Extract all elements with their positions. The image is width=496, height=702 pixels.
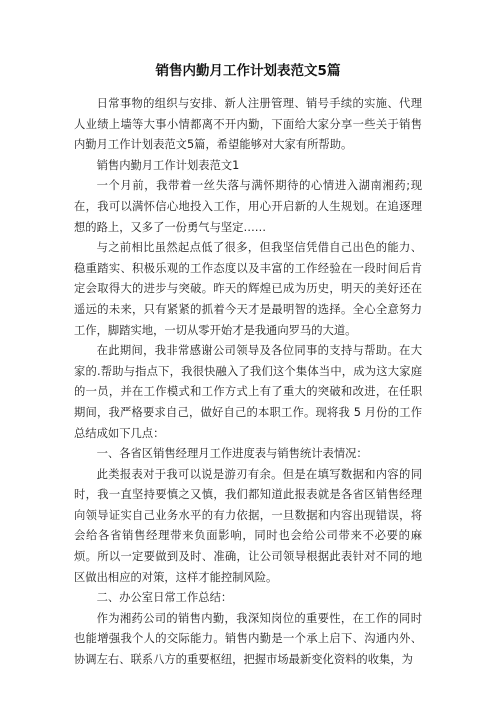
section-title: 销售内勤月工作计划表范文1 <box>96 158 240 172</box>
heading-1: 一、各省区销售经理月工作进度表与销售统计表情况： <box>96 447 368 461</box>
paragraph-5: 作为湘药公司的销售内勤，我深知岗位的重要性，在工作的同时也能增强我个人的交际能力。销售内勤是一个承上启下、沟通内外、协调左右、联系八方的重要枢纽，把握市场最新变化资料的收集，为 <box>74 611 422 667</box>
paragraph-3: 在此期间，我非常感谢公司领导及各位同事的支持与帮助。在大家的.帮助与指点下，我很快融入了我们这个集体当中，成为这大家庭的一员，并在工作模式和工作方式上有了重大的突破和改进，在任职期间，我严格要求自己，做好自己的本职工作。现将我 5 月份的工作总结成如下几点： <box>74 344 422 440</box>
paragraph-2: 与之前相比虽然起点低了很多，但我坚信凭借自己出色的能力、稳重踏实、积极乐观的工作态度以及丰富的工作经验在一段时间后肯定会取得大的进步与突破。昨天的辉煌已成为历史，明天的美好还在遥远的未来，只有紧紧的抓着今天才是最明智的选择。全心全意努力工作，脚踏实地，一切从零开始才是我通向罗马的大道。 <box>74 241 422 337</box>
intro-paragraph: 日常事物的组织与安排、新人注册管理、销号手续的实施、代理人业绩上墙等大事小情都离不开内勤，下面给大家分享一些关于销售内勤月工作计划表范文5篇，希望能够对大家有所帮助。 <box>74 97 422 152</box>
paragraph-4: 此类报表对于我可以说是游刃有余。但是在填写数据和内容的同时，我一直坚持要慎之又慎，我们都知道此报表就是各省区销售经理向领导证实自己业务水平的有力依据，一旦数据和内容出现错误，将会给各省销售经理带来负面影响，同时也会给公司带来不必要的麻烦。所以一定要做到及时、准确，让公司领导根据此表针对不同的地区做出相应的对策，这样才能控制风险。 <box>74 467 422 584</box>
document-title: 销售内勤月工作计划表范文5篇 <box>155 63 341 79</box>
paragraph-1: 一个月前，我带着一丝失落与满怀期待的心情进入湖南湘药;现在，我可以满怀信心地投入工作，用心开启新的人生规划。在追逐理想的路上，又多了一份勇气与坚定…… <box>74 179 422 234</box>
heading-2: 二、办公室日常工作总结： <box>96 591 233 605</box>
